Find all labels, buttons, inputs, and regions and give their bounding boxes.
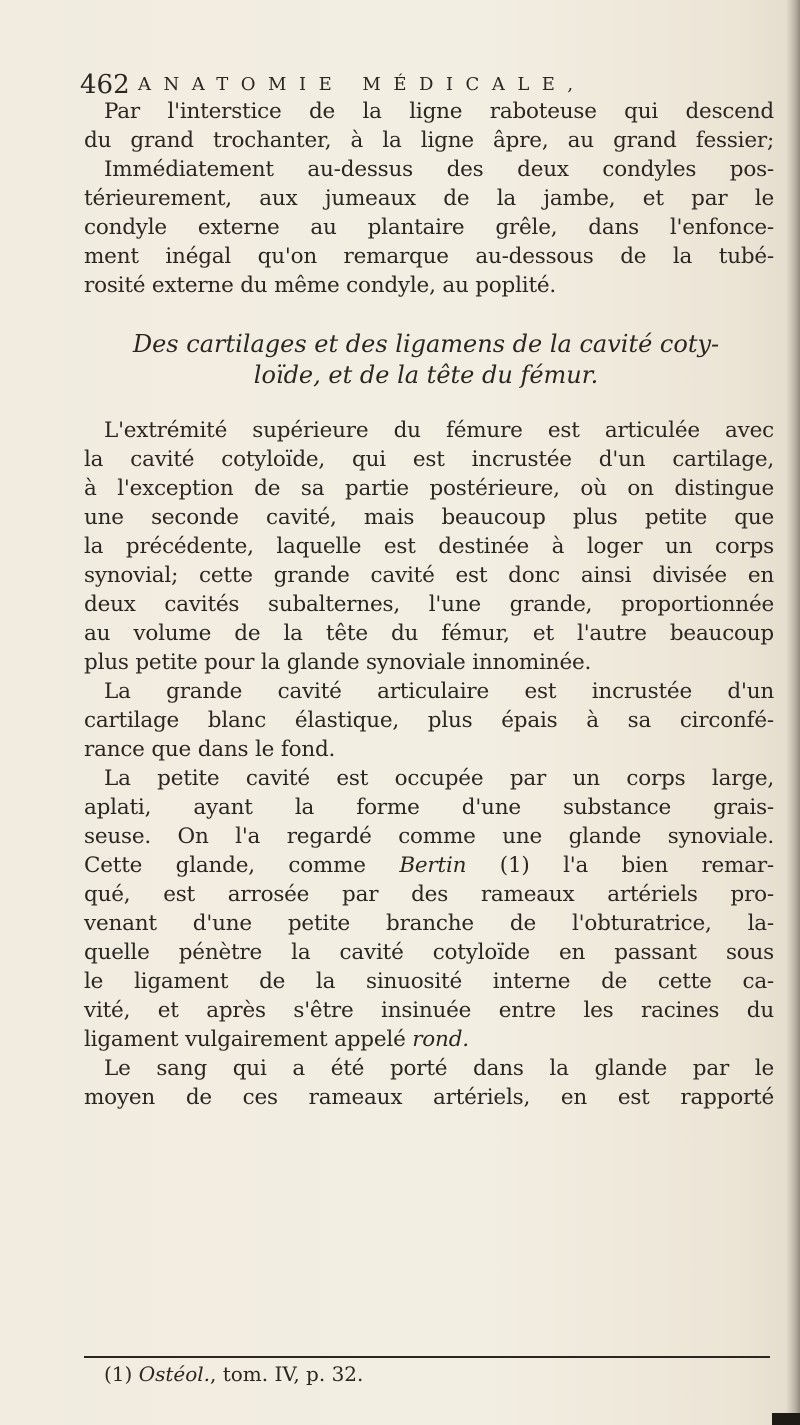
footnote bbox=[104, 1362, 363, 1386]
text-line: rosité externe du même condyle, au poplité. bbox=[84, 273, 557, 298]
text-line bbox=[84, 1025, 774, 1054]
corner-mark bbox=[772, 1413, 800, 1425]
heading-line: Des cartilages et des ligamens de la cavité coty- bbox=[132, 330, 720, 358]
paragraph-continuation bbox=[84, 97, 774, 300]
text-line: à l'exception de sa partie postérieure, où on distingue bbox=[84, 476, 774, 501]
text-line: venant d'une petite branche de l'obturatrice, la- bbox=[84, 911, 774, 936]
text-line: le ligament de la sinuosité interne de cette ca- bbox=[84, 969, 774, 994]
text-line: La grande cavité articulaire est incrustée d'un bbox=[104, 679, 774, 704]
text-line: au volume de la tête du fémur, et l'autre beaucoup bbox=[84, 621, 774, 646]
text-line: rance que dans le fond. bbox=[84, 737, 336, 762]
text-line: synovial; cette grande cavité est donc ainsi divisée en bbox=[84, 563, 774, 588]
footnote-marker: (1) bbox=[104, 1362, 139, 1386]
footnote-title: Ostéol. bbox=[138, 1362, 211, 1386]
text-line: Le sang qui a été porté dans la glande par le bbox=[104, 1056, 774, 1081]
text-line: deux cavités subalternes, l'une grande, proportionnée bbox=[84, 592, 774, 617]
text-line: quelle pénètre la cavité cotyloïde en passant sous bbox=[84, 940, 774, 965]
footnote-rest: , tom. IV, p. 32. bbox=[210, 1362, 364, 1386]
text-line: la cavité cotyloïde, qui est incrustée d'un cartilage, bbox=[84, 447, 774, 472]
author-name: Bertin bbox=[399, 853, 467, 878]
section-heading bbox=[116, 329, 736, 391]
footnote-rule bbox=[84, 1356, 770, 1358]
text-line: qué, est arrosée par des rameaux artériels pro- bbox=[84, 882, 774, 907]
text-line: ment inégal qu'on remarque au-dessous de la tubé- bbox=[84, 244, 774, 269]
heading-line: loïde, et de la tête du fémur. bbox=[253, 361, 599, 389]
text-line: la précédente, laquelle est destinée à loger un corps bbox=[84, 534, 774, 559]
text-line: seuse. On l'a regardé comme une glande synoviale. bbox=[84, 824, 774, 849]
text-line: Par l'interstice de la ligne raboteuse qui descend bbox=[104, 99, 774, 124]
section-body bbox=[84, 416, 774, 1112]
text-line: vité, et après s'être insinuée entre les racines du bbox=[84, 998, 774, 1023]
text-line: aplati, ayant la forme d'une substance grais- bbox=[84, 795, 774, 820]
text-line: Immédiatement au-dessus des deux condyles pos- bbox=[104, 157, 774, 182]
text-line: moyen de ces rameaux artériels, en est rapporté bbox=[84, 1085, 774, 1110]
text-line: cartilage blanc élastique, plus épais à sa circonfé- bbox=[84, 708, 774, 733]
text-line bbox=[84, 851, 774, 880]
text-span: ligament vulgairement appelé bbox=[84, 1027, 413, 1052]
text-span: Cette glande, comme bbox=[84, 853, 400, 878]
text-span: (1) l'a bien remar- bbox=[466, 853, 774, 878]
text-line: une seconde cavité, mais beaucoup plus petite que bbox=[84, 505, 774, 530]
page-number: 462 bbox=[80, 70, 130, 100]
italic-term: rond. bbox=[412, 1027, 469, 1052]
running-title: ANATOMIE MÉDICALE, bbox=[138, 74, 586, 95]
text-line: du grand trochanter, à la ligne âpre, au grand fessier; bbox=[84, 128, 774, 153]
text-line: L'extrémité supérieure du fémure est articulée avec bbox=[104, 418, 774, 443]
text-line: La petite cavité est occupée par un corps large, bbox=[104, 766, 774, 791]
text-line: térieurement, aux jumeaux de la jambe, et par le bbox=[84, 186, 774, 211]
text-line: condyle externe au plantaire grêle, dans l'enfonce- bbox=[84, 215, 774, 240]
text-line: plus petite pour la glande synoviale innominée. bbox=[84, 650, 592, 675]
page-edge-shadow bbox=[786, 0, 800, 1425]
